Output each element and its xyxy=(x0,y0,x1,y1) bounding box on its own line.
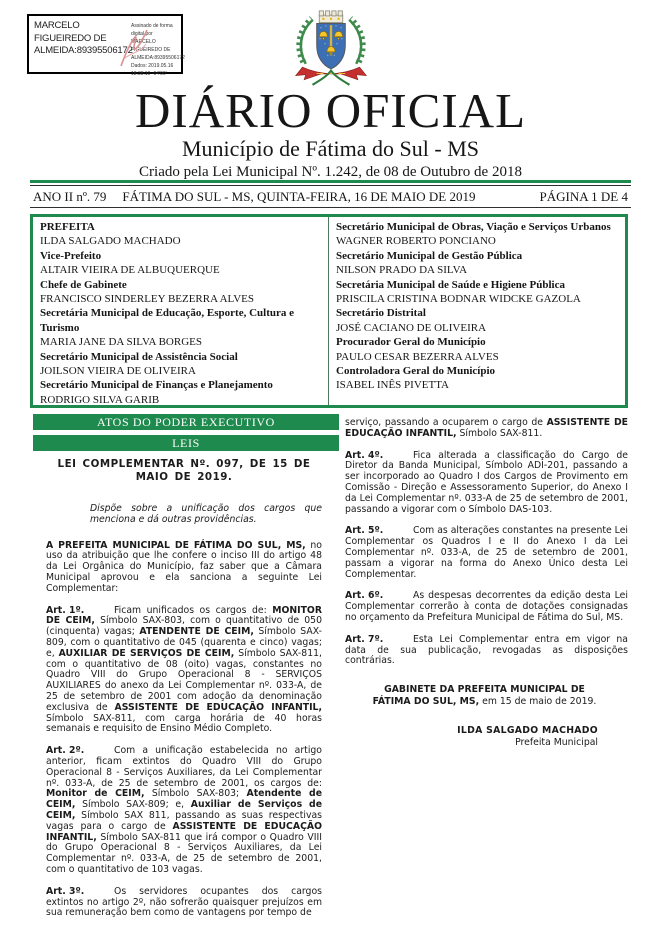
article-label: Art. 6º. xyxy=(345,590,384,602)
official-role: Controladora Geral do Município xyxy=(336,365,495,378)
section-bar-atos-poder-executivo: ATOS DO PODER EXECUTIVO xyxy=(33,414,339,430)
official-name: RODRIGO SILVA GARIB xyxy=(40,393,160,406)
signature-detail-line: Assinado de forma digital por xyxy=(131,23,173,37)
law-article xyxy=(345,418,628,440)
article-text: Com as alterações constantes na presente Lei Complementar os Quadros I e II do Anexo I da Lei Complementar nº. 033-A, de 25 de setembro de 2001, passam a vigorar na forma do Anexo Único desta Lei Complementar. xyxy=(345,525,628,580)
article-label: Art. 3º. xyxy=(46,885,85,897)
masthead xyxy=(0,83,661,181)
law-article xyxy=(345,451,628,516)
edition-date: FÁTIMA DO SUL - MS, QUINTA-FEIRA, 16 DE MAIO DE 2019 xyxy=(122,189,476,204)
article-text: Com a unificação estabelecida no artigo anterior, ficam extintos do Quadro VIII do Grupo Operacional 8 - Serviços Auxiliares, da Lei Complementar nº. 033-A, de 25 de setembro de 2001, os cargos de: Monitor de CEIM, Símbolo SAX-803; Atendente de CEIM, Símbolo SAX-809; e, Auxiliar de Serviços de CEIM, Símbolo SAX 811, passando as suas respectivas vagas para o cargo de ASSISTENTE DE EDUCAÇÃO INFANTIL, Símbolo SAX-811 que irá compor o Quadro VIII do Grupo Operacional 8 - Serviços Auxiliares, da Lei Complementar nº. 033-A, de 25 de setembro de 2001, com o quantitativo de 103 vagas. xyxy=(46,745,323,875)
article-label: Art. 5º. xyxy=(345,525,384,537)
law-article xyxy=(46,746,322,876)
official-name: PRISCILA CRISTINA BODNAR WIDCKE GAZOLA xyxy=(336,293,581,306)
official-name: JOILSON VIEIRA DE OLIVEIRA xyxy=(40,365,196,378)
official-role: Procurador Geral do Município xyxy=(336,336,486,349)
official-name: PAULO CESAR BEZERRA ALVES xyxy=(336,350,499,363)
mural-crown xyxy=(319,11,343,23)
article-text: Ficam unificados os cargos de: MONITOR DE CEIM, Símbolo SAX-803, com o quantitativo de 050 (cinquenta) vagas; ATENDENTE DE CEIM, Símbolo SAX-809, com o quantitativo de 045 (quarenta e cinco) vagas; e, AUXILIAR DE SERVIÇOS DE CEIM, Símbolo SAX-811, com o quantitativo de 08 (oito) vagas, constantes no Quadro VIII do Grupo Operacional 8 - SERVIÇOS AUXILIARES do anexo da Lei Complementar nº. 033-A, de 25 de setembro de 2001 com adoção da denominação exclusiva de ASSISTENTE DE EDUCAÇÃO INFANTIL, Símbolo SAX-811, com carga horária de 40 horas semanais e requisito de Ensino Médio Completo. xyxy=(46,604,322,735)
law-body-left-column xyxy=(46,458,322,919)
article-label: Art. 4º. xyxy=(345,449,384,461)
law-article xyxy=(46,606,322,736)
official-entry xyxy=(336,220,619,249)
official-entry xyxy=(40,378,322,407)
law-preamble: A PREFEITA MUNICIPAL DE FÁTIMA DO SUL, MS, no uso da atribuição que lhe confere o inciso III do artigo 48 da Lei Orgânica do Município, faz saber que a Câmara Municipal aprovou e ela sanciona a seguinte Lei Complementar: xyxy=(46,539,322,594)
page-indicator: PÁGINA 1 DE 4 xyxy=(539,189,628,204)
digital-signature-stamp xyxy=(27,14,185,77)
edition-bar xyxy=(33,189,628,205)
thin-rule-bottom xyxy=(30,207,631,208)
signature-signer-name: MARCELO FIGUEIREDO DE ALMEIDA:89395506172 xyxy=(34,20,133,57)
article-text: As despesas decorrentes da edição desta Lei Complementar correrão à conta de dotações consignadas no orçamento da Prefeitura Municipal de Fátima do Sul, MS. xyxy=(345,590,628,623)
law-article xyxy=(345,526,628,580)
mayor-title: Prefeita Municipal xyxy=(515,736,598,748)
official-name: MARIA JANE DA SILVA BORGES xyxy=(40,336,202,349)
law-ementa: Dispõe sobre a unificação dos cargos que menciona e dá outras providências. xyxy=(90,503,322,525)
official-name: ALTAIR VIEIRA DE ALBUQUERQUE xyxy=(40,264,220,277)
gazette-title: DIÁRIO OFICIAL xyxy=(135,83,526,138)
official-entry xyxy=(40,220,322,249)
municipal-coat-of-arms xyxy=(289,5,373,89)
gazette-subtitle: Município de Fátima do Sul - MS xyxy=(182,135,479,161)
article-text: Esta Lei Complementar entra em vigor na data de sua publicação, revogadas as disposições contrárias. xyxy=(345,633,628,667)
gazette-creation-law: Criado pela Lei Municipal Nº. 1.242, de 08 de Outubro de 2018 xyxy=(139,164,522,181)
signature-detail-line: Dados: 2019.05.16 18:38:10 -04'00' xyxy=(131,63,174,77)
official-role: Chefe de Gabinete xyxy=(40,278,127,291)
mayor-name: ILDA SALGADO MACHADO xyxy=(457,725,598,737)
law-article xyxy=(46,887,322,919)
section-bar-leis: LEIS xyxy=(33,435,339,451)
official-name: NILSON PRADO DA SILVA xyxy=(336,264,468,277)
gabinete-closing: GABINETE DA PREFEITA MUNICIPAL DE FÁTIMA DO SUL, MS, em 15 de maio de 2019. xyxy=(372,684,597,707)
law-articles-right xyxy=(345,418,628,667)
official-entry xyxy=(336,278,619,307)
article-text: Fica alterada a classificação do Cargo de Diretor da Banda Municipal, Símbolo ADI-201, passando a ser incorporado ao Quadro I dos Cargos de Provimento em Comissão - Direção e Assessoramento Superior, do Anexo I da Lei Complementar nº. 033-A de 25 de setembro de 2001, passando a vigorar com o Símbolo DAS-103. xyxy=(345,449,628,515)
official-role: PREFEITA xyxy=(40,221,95,233)
signature-details xyxy=(131,20,185,77)
officials-box xyxy=(30,214,628,408)
official-role: Secretária Municipal de Saúde e Higiene Pública xyxy=(336,278,565,291)
signature-detail-line: ALMEIDA:89395506172 xyxy=(131,55,185,61)
article-label: Art. 2º. xyxy=(46,745,85,757)
official-entry xyxy=(40,278,322,307)
thin-rule-top xyxy=(30,185,631,186)
official-entry xyxy=(336,306,619,335)
article-text: Os servidores ocupantes dos cargos extintos no artigo 2º, não sofrerão quaisquer prejuízos em sua remuneração bem como de vantagens por tempo de xyxy=(46,885,322,919)
official-name: JOSÉ CACIANO DE OLIVEIRA xyxy=(336,321,487,334)
official-role: Secretário Municipal de Obras, Viação e Serviços Urbanos xyxy=(336,221,611,233)
official-entry xyxy=(336,249,619,278)
official-entry xyxy=(40,249,322,278)
law-articles-left xyxy=(46,606,322,920)
law-title: LEI COMPLEMENTAR Nº. 097, DE 15 DE MAIO DE 2019. xyxy=(57,458,311,483)
official-name: ILDA SALGADO MACHADO xyxy=(40,235,181,248)
law-article xyxy=(345,635,628,667)
article-label: Art. 1º. xyxy=(46,604,85,616)
officials-right-column xyxy=(329,217,625,405)
official-role: Secretário Distrital xyxy=(336,307,426,320)
law-article xyxy=(345,591,628,623)
official-name: ISABEL INÊS PIVETTA xyxy=(336,379,449,392)
law-body-right-column xyxy=(345,418,628,748)
official-role: Secretário Municipal de Assistência Social xyxy=(40,350,238,363)
edition-number: ANO II nº. 79 xyxy=(33,189,107,204)
official-entry xyxy=(336,364,619,393)
official-name: WAGNER ROBERTO PONCIANO xyxy=(336,235,496,248)
official-entry xyxy=(336,335,619,364)
official-entry xyxy=(40,350,322,379)
official-entry xyxy=(40,306,322,349)
green-rule xyxy=(30,180,631,183)
official-name: FRANCISCO SINDERLEY BEZERRA ALVES xyxy=(40,293,255,306)
official-role: Secretário Municipal de Finanças e Planejamento xyxy=(40,379,273,392)
official-role: Secretário Municipal de Gestão Pública xyxy=(336,249,523,262)
official-role: Secretária Municipal de Educação, Esporte, Cultura e Turismo xyxy=(40,307,294,334)
signature-detail-line: MARCELO FIGUEIREDO DE xyxy=(131,39,171,53)
article-label: Art. 7º. xyxy=(345,633,384,645)
official-role: Vice-Prefeito xyxy=(40,249,102,262)
officials-left-column xyxy=(33,217,329,405)
article-text: serviço, passando a ocuparem o cargo de ASSISTENTE DE EDUCAÇÃO INFANTIL, Símbolo SAX-811. xyxy=(345,417,629,439)
mayor-signature-block xyxy=(345,725,628,748)
